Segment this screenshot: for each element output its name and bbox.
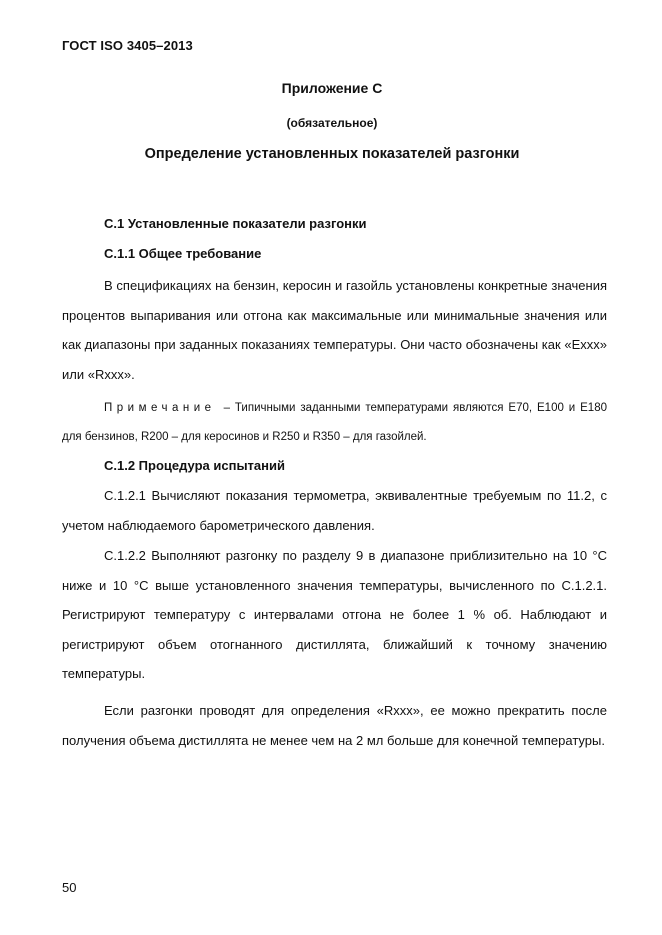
note-paragraph (62, 394, 607, 452)
section-c11-heading: С.1.1 Общее требование (104, 246, 262, 261)
standard-header: ГОСТ ISO 3405–2013 (62, 38, 193, 53)
annex-name: Определение установленных показателей разгонки (144, 146, 520, 162)
section-c122-paragraph: С.1.2.2 Выполняют разгонку по разделу 9 в диапазоне приблизительно на 10 °С ниже и 10 °С выше установленного значения температуры, вычисленного по С.1.2.1. Регистрируют температуру с интервалами отгона не более 1 % об. Наблюдают и регистрируют объем отогнанного дистиллята, ближайший к точному значению температуры. (62, 548, 607, 681)
annex-type: (обязательное) (286, 116, 378, 130)
annex-title: Приложение С (281, 80, 383, 96)
page-number: 50 (62, 880, 77, 895)
section-c11-paragraph: В спецификациях на бензин, керосин и газойль установлены конкретные значения процентов выпаривания или отгона как максимальные или минимальные значения или как диапазоны при заданных показаниях температуры. Они часто обозначены как «Exxx» или «Rxxx». (62, 278, 607, 382)
rxxx-paragraph: Если разгонки проводят для определения «Rxxx», ее можно прекратить после получения объема дистиллята не менее чем на 2 мл больше для конечной температуры. (62, 703, 607, 748)
section-c1-heading: С.1 Установленные показатели разгонки (104, 216, 367, 231)
note-text: – Типичными заданными температурами являются Е70, Е100 и Е180 для бензинов, R200 – для керосинов и R250 и R350 – для газойлей. (62, 402, 607, 443)
section-c121-paragraph: С.1.2.1 Вычисляют показания термометра, эквивалентные требуемым по 11.2, с учетом наблюдаемого барометрического давления. (62, 488, 607, 533)
section-c12-heading: С.1.2 Процедура испытаний (104, 458, 285, 473)
note-label: Примечание (104, 402, 216, 414)
